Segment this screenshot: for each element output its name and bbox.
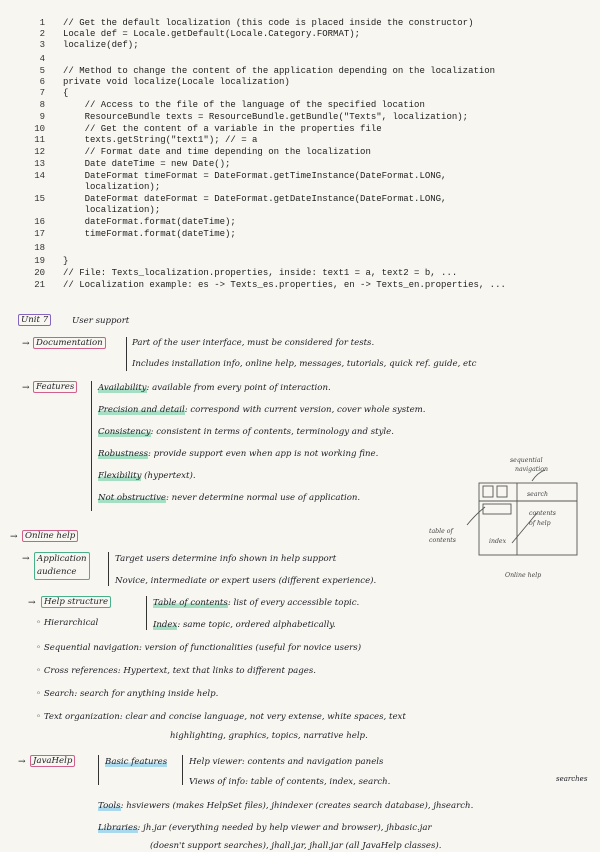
line-number: 19 <box>34 256 45 266</box>
code-text: Date dateTime = new Date(); <box>63 159 231 169</box>
line-number: 20 <box>34 268 45 278</box>
sketch-label-contents: contents <box>529 510 556 517</box>
bracket-line <box>146 596 147 630</box>
line-number: 6 <box>39 77 45 87</box>
sketch-label-table-of: table of <box>429 528 453 535</box>
libraries-line: Libraries: jh.jar (everything needed by help viewer and browser), jhbasic.jar <box>98 823 432 833</box>
code-text: private void localize(Locale localization) <box>63 77 290 87</box>
feature-description: (hypertext). <box>141 471 196 481</box>
hierarchical-label: ◦ Hierarchical <box>36 618 99 628</box>
code-text: // Get the content of a variable in the properties file <box>63 124 382 134</box>
code-text: // Method to change the content of the application depending on the localization <box>63 66 496 76</box>
toc-line: Table of contents: list of every accessible topic. <box>153 598 360 608</box>
line-number: 13 <box>34 159 45 169</box>
code-text: // Get the default localization (this code is placed inside the constructor) <box>63 18 474 28</box>
documentation-label: Documentation <box>33 337 106 349</box>
unit-title: User support <box>72 316 130 326</box>
cross-references-line: ◦ Cross references: Hypertext, text that links to different pages. <box>36 666 317 676</box>
help-viewer-line: Help viewer: contents and navigation panels <box>189 757 384 767</box>
online-help-sketch <box>427 455 592 580</box>
audience-line1: Target users determine info shown in help support <box>115 554 337 564</box>
feature-term: Flexibility <box>98 471 142 481</box>
arrow-icon: → <box>28 598 36 608</box>
basic-features-label: Basic features <box>105 757 168 767</box>
code-text: dateFormat.format(dateTime); <box>63 217 236 227</box>
search-line: ◦ Search: search for anything inside help. <box>36 689 219 699</box>
feature-description: : never determine normal use of application. <box>166 493 361 503</box>
bracket-line <box>108 552 109 586</box>
feature-description: : available from every point of interaction. <box>146 383 331 393</box>
bracket-line <box>126 337 127 371</box>
line-number: 12 <box>34 147 45 157</box>
code-text: DateFormat timeFormat = DateFormat.getTimeInstance(DateFormat.LONG, <box>63 171 447 181</box>
line-number: 21 <box>34 280 45 290</box>
bracket-line <box>182 755 183 785</box>
line-number: 5 <box>39 66 45 76</box>
line-number: 11 <box>34 135 45 145</box>
documentation-line2: Includes installation info, online help, messages, tutorials, quick ref. guide, etc <box>132 359 477 369</box>
feature-item <box>98 448 378 460</box>
sketch-label-sequential: sequential <box>510 457 543 464</box>
audience-line2: Novice, intermediate or expert users (different experience). <box>115 576 377 586</box>
feature-description: : correspond with current version, cover whole system. <box>184 405 426 415</box>
line-number: 18 <box>34 243 45 253</box>
tools-line: Tools: hsviewers (makes HelpSet files), jhindexer (creates search database), jhsearch. <box>98 801 474 811</box>
feature-term: Availability <box>98 383 147 393</box>
arrow-icon: → <box>22 554 30 564</box>
documentation-line1: Part of the user interface, must be considered for tests. <box>132 338 375 348</box>
arrow-icon: → <box>22 339 30 349</box>
arrow-icon: → <box>10 532 18 542</box>
sequential-line: ◦ Sequential navigation: version of functionalities (useful for novice users) <box>36 643 362 653</box>
code-text: DateFormat dateFormat = DateFormat.getDateInstance(DateFormat.LONG, <box>63 194 447 204</box>
line-number: 16 <box>34 217 45 227</box>
code-text: } <box>63 256 69 266</box>
code-text: localize(def); <box>63 40 139 50</box>
feature-term: Not obstructive <box>98 493 167 503</box>
feature-item <box>98 470 196 482</box>
feature-item <box>98 382 331 394</box>
line-number: 3 <box>39 40 45 50</box>
line-number: 17 <box>34 229 45 239</box>
searches-annotation: searches <box>556 775 588 783</box>
line-number: 15 <box>34 194 45 204</box>
feature-description: : provide support even when app is not working fine. <box>148 449 379 459</box>
feature-term: Robustness <box>98 449 148 459</box>
text-organization-line: ◦ Text organization: clear and concise language, not very extense, white spaces, text <box>36 712 406 722</box>
text-organization-line2: highlighting, graphics, topics, narrative help. <box>170 731 368 741</box>
index-line: Index: same topic, ordered alphabetically. <box>153 620 336 630</box>
feature-term: Consistency <box>98 427 151 437</box>
audience-label: Application audience <box>34 552 90 580</box>
feature-item <box>98 426 394 438</box>
javahelp-label: JavaHelp <box>30 755 75 767</box>
code-text: // Localization example: es -> Texts_es.properties, en -> Texts_en.properties, ... <box>63 280 506 290</box>
online-help-label: Online help <box>22 530 78 542</box>
sketch-label-navigation: navigation <box>515 466 548 473</box>
sketch-label-index: index <box>489 538 507 545</box>
help-structure-label: Help structure <box>41 596 111 608</box>
sketch-label-of-help: of help <box>529 520 551 527</box>
arrow-icon: → <box>18 757 26 767</box>
code-text: // File: Texts_localization.properties, inside: text1 = a, text2 = b, ... <box>63 268 458 278</box>
line-number: 2 <box>39 29 45 39</box>
sketch-caption: Online help <box>505 572 542 579</box>
unit-label: Unit 7 <box>18 314 51 326</box>
feature-term: Precision and detail <box>98 405 185 415</box>
arrow-icon: → <box>22 383 30 393</box>
bracket-line <box>91 381 92 511</box>
code-text: localization); <box>63 182 161 192</box>
libraries-line2: (doesn't support searches), jhall.jar, jhall.jar (all JavaHelp classes). <box>150 841 442 851</box>
line-number: 8 <box>39 100 45 110</box>
code-text: Locale def = Locale.getDefault(Locale.Category.FORMAT); <box>63 29 361 39</box>
code-text: // Access to the file of the language of the specified location <box>63 100 425 110</box>
code-text: { <box>63 88 69 98</box>
feature-description: : consistent in terms of contents, terminology and style. <box>150 427 394 437</box>
sketch-label-contents2: contents <box>429 537 456 544</box>
bracket-line <box>98 755 99 785</box>
code-listing <box>0 18 600 336</box>
line-number: 4 <box>39 54 45 64</box>
views-line: Views of info: table of contents, index, search. <box>189 777 391 787</box>
line-number: 10 <box>34 124 45 134</box>
line-number: 9 <box>39 112 45 122</box>
code-text: // Format date and time depending on the localization <box>63 147 371 157</box>
feature-item <box>98 492 360 504</box>
features-label: Features <box>33 381 77 393</box>
code-text: ResourceBundle texts = ResourceBundle.getBundle("Texts", localization); <box>63 112 469 122</box>
feature-item <box>98 404 426 416</box>
line-number: 14 <box>34 171 45 181</box>
code-text: texts.getString("text1"); // = a <box>63 135 258 145</box>
sketch-label-search: search <box>527 491 548 498</box>
code-text: localization); <box>63 205 161 215</box>
line-number: 1 <box>39 18 45 28</box>
line-number: 7 <box>39 88 45 98</box>
code-text: timeFormat.format(dateTime); <box>63 229 236 239</box>
